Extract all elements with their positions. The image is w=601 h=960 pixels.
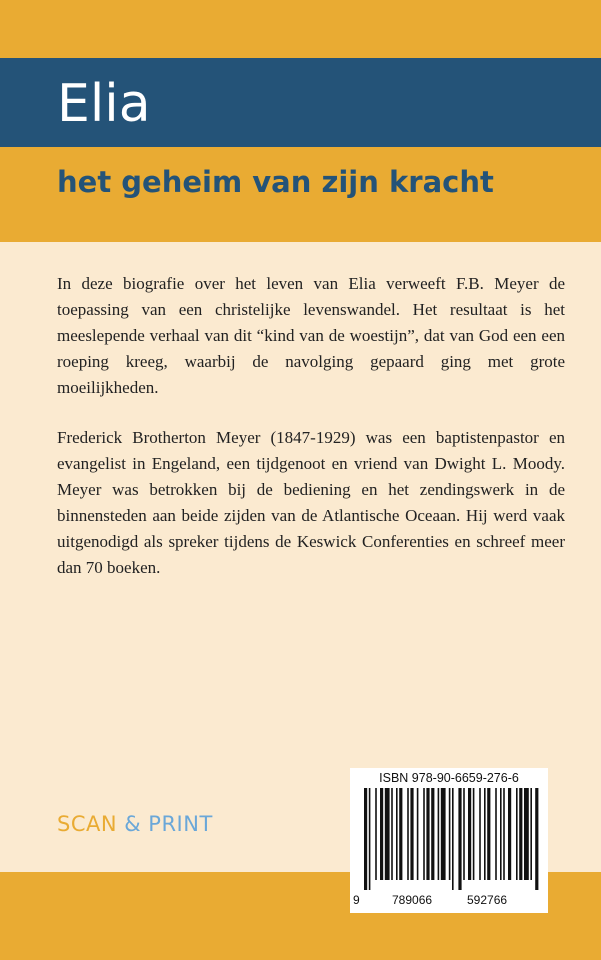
- barcode-bar: [423, 788, 425, 880]
- book-title: Elia: [57, 74, 151, 134]
- publisher-logo-part-2: AN: [86, 812, 118, 836]
- barcode-bar: [369, 788, 371, 890]
- barcode-bar: [484, 788, 486, 880]
- publisher-logo-part-3: & PRINT: [117, 812, 213, 836]
- barcode-bar: [391, 788, 393, 880]
- barcode-bar: [495, 788, 497, 880]
- barcode-bar: [508, 788, 511, 880]
- barcode-bar: [452, 788, 454, 890]
- barcode-bar: [438, 788, 440, 880]
- barcode-bar: [449, 788, 451, 880]
- barcode-bar: [473, 788, 475, 880]
- barcode-bar: [417, 788, 419, 880]
- barcode-bar: [530, 788, 532, 880]
- barcode-bar: [458, 788, 461, 890]
- isbn-label: ISBN 978-90-6659-276-6: [379, 771, 519, 785]
- publisher-logo-part-1: SC: [57, 812, 86, 836]
- barcode-bar: [375, 788, 377, 880]
- barcode-bar: [426, 788, 429, 880]
- barcode-bar: [519, 788, 522, 880]
- barcode-bars: [350, 768, 548, 913]
- publisher-logo: [57, 812, 213, 836]
- barcode-bar: [431, 788, 434, 880]
- barcode-bar: [468, 788, 471, 880]
- barcode-bar: [503, 788, 505, 880]
- barcode-digit-group-2: 592766: [467, 893, 508, 907]
- barcode-bar: [385, 788, 390, 880]
- barcode-digit-group-1: 789066: [392, 893, 433, 907]
- barcode-bar: [399, 788, 402, 880]
- barcode-bar: [380, 788, 383, 880]
- blurb-paragraph-1: In deze biografie over het leven van Elia verweeft F.B. Meyer de toepassing van een christelijke levenswandel. Het resultaat is het meeslepende verhaal van dit “kind van de woestijn”, dat van God een een roeping kreeg, waarbij de navolging gepaard ging met grote moeilijkheden.: [57, 274, 565, 397]
- barcode-digit-first: 9: [353, 893, 360, 907]
- barcode-bar: [524, 788, 529, 880]
- barcode-bar: [396, 788, 398, 880]
- barcode-bar: [479, 788, 481, 880]
- back-cover-blurb: [57, 271, 565, 605]
- barcode-bar: [535, 788, 538, 890]
- top-gold-band: [0, 0, 601, 58]
- barcode-bar: [410, 788, 413, 880]
- barcode-bar: [441, 788, 446, 880]
- barcode-bar: [463, 788, 465, 880]
- barcode-bar: [407, 788, 409, 880]
- blurb-paragraph-2: Frederick Brotherton Meyer (1847-1929) was een baptistenpastor en evangelist in Engeland, een tijdgenoot en vriend van Dwight L. Moody. Meyer was betrokken bij de bediening en het zendingswerk in de binnensteden aan beide zijden van de Atlantische Oceaan. Hij werd vaak uitgenodigd als spreker tijdens de Keswick Conferenties en schreef meer dan 70 boeken.: [57, 428, 565, 577]
- barcode-bar: [516, 788, 518, 880]
- book-subtitle: het geheim van zijn kracht: [57, 165, 494, 199]
- barcode-bar: [500, 788, 502, 880]
- barcode-bar: [364, 788, 367, 890]
- barcode-bar: [487, 788, 490, 880]
- isbn-barcode: [350, 768, 548, 913]
